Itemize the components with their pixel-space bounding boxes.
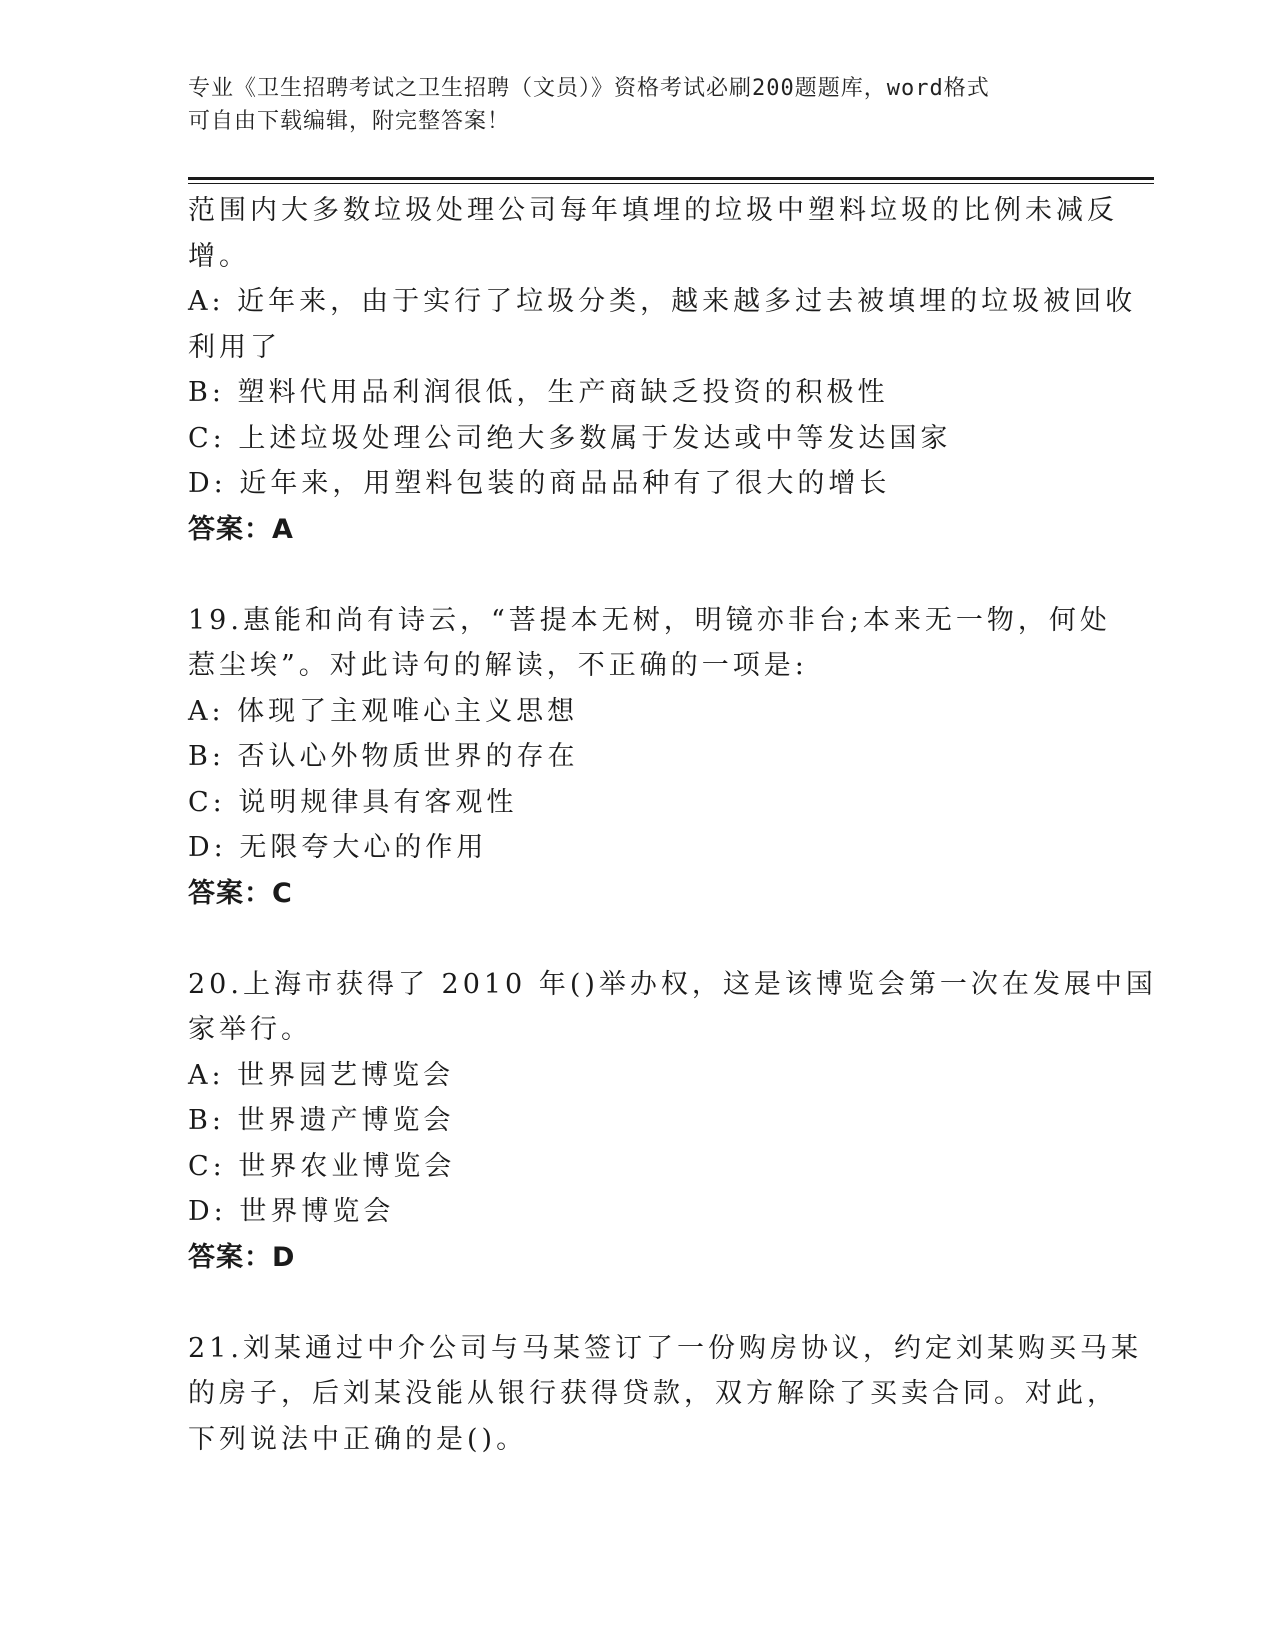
- option-a-continued: 利用了: [188, 331, 281, 363]
- header-line-1: 专业《卫生招聘考试之卫生招聘（文员）》资格考试必刷200题题库，word格式: [188, 76, 990, 101]
- option-c: C: 世界农业博览会: [188, 1150, 456, 1182]
- answer-label: 答案：D: [188, 1241, 296, 1273]
- option-b: B: 否认心外物质世界的存在: [188, 741, 579, 772]
- header-divider-thin: [188, 183, 1154, 184]
- question-stem-line: 20.上海市获得了 2010 年()举办权，这是该博览会第一次在发展中国: [188, 968, 1157, 1000]
- question-stem-line: 下列说法中正确的是()。: [188, 1423, 528, 1455]
- option-a: A: 近年来，由于实行了垃圾分类，越来越多过去被填埋的垃圾被回收: [188, 286, 1137, 317]
- question-18: [188, 188, 1137, 552]
- option-c: C: 上述垃圾处理公司绝大多数属于发达或中等发达国家: [188, 422, 952, 454]
- question-list: [188, 188, 1157, 1462]
- question-stem-line: 家举行。: [188, 1014, 312, 1045]
- option-c: C: 说明规律具有客观性: [188, 786, 518, 818]
- option-a: A: 世界园艺博览会: [188, 1059, 455, 1091]
- option-a: A: 体现了主观唯心主义思想: [188, 695, 579, 727]
- question-spacer: [188, 552, 1088, 598]
- answer-label: 答案：A: [188, 513, 294, 545]
- question-stem-line: 范围内大多数垃圾处理公司每年填埋的垃圾中塑料垃圾的比例未减反: [188, 195, 1118, 226]
- question-stem-line: 19.惠能和尚有诗云，“菩提本无树，明镜亦非台;本来无一物，何处: [188, 604, 1111, 636]
- document-header: [188, 72, 1088, 138]
- question-spacer: [188, 1280, 1088, 1326]
- question-stem-line: 的房子，后刘某没能从银行获得贷款，双方解除了买卖合同。对此，: [188, 1378, 1118, 1409]
- option-d: D: 近年来，用塑料包装的商品品种有了很大的增长: [188, 468, 891, 499]
- header-line-2: 可自由下载编辑，附完整答案！: [188, 109, 511, 134]
- question-stem-line: 惹尘埃”。对此诗句的解读，不正确的一项是:: [188, 650, 808, 681]
- option-b: B: 塑料代用品利润很低，生产商缺乏投资的积极性: [188, 377, 889, 408]
- question-stem-line: 21.刘某通过中介公司与马某签订了一份购房协议，约定刘某购买马某: [188, 1332, 1142, 1364]
- answer-label: 答案：C: [188, 877, 293, 909]
- header-divider-thick: [188, 177, 1154, 180]
- question-20: [188, 962, 1157, 1281]
- question-spacer: [188, 916, 1088, 962]
- question-21: [188, 1326, 1142, 1463]
- question-stem-line: 增。: [188, 240, 250, 272]
- option-b: B: 世界遗产博览会: [188, 1105, 455, 1136]
- option-d: D: 世界博览会: [188, 1196, 395, 1227]
- question-19: [188, 598, 1111, 917]
- option-d: D: 无限夸大心的作用: [188, 832, 488, 863]
